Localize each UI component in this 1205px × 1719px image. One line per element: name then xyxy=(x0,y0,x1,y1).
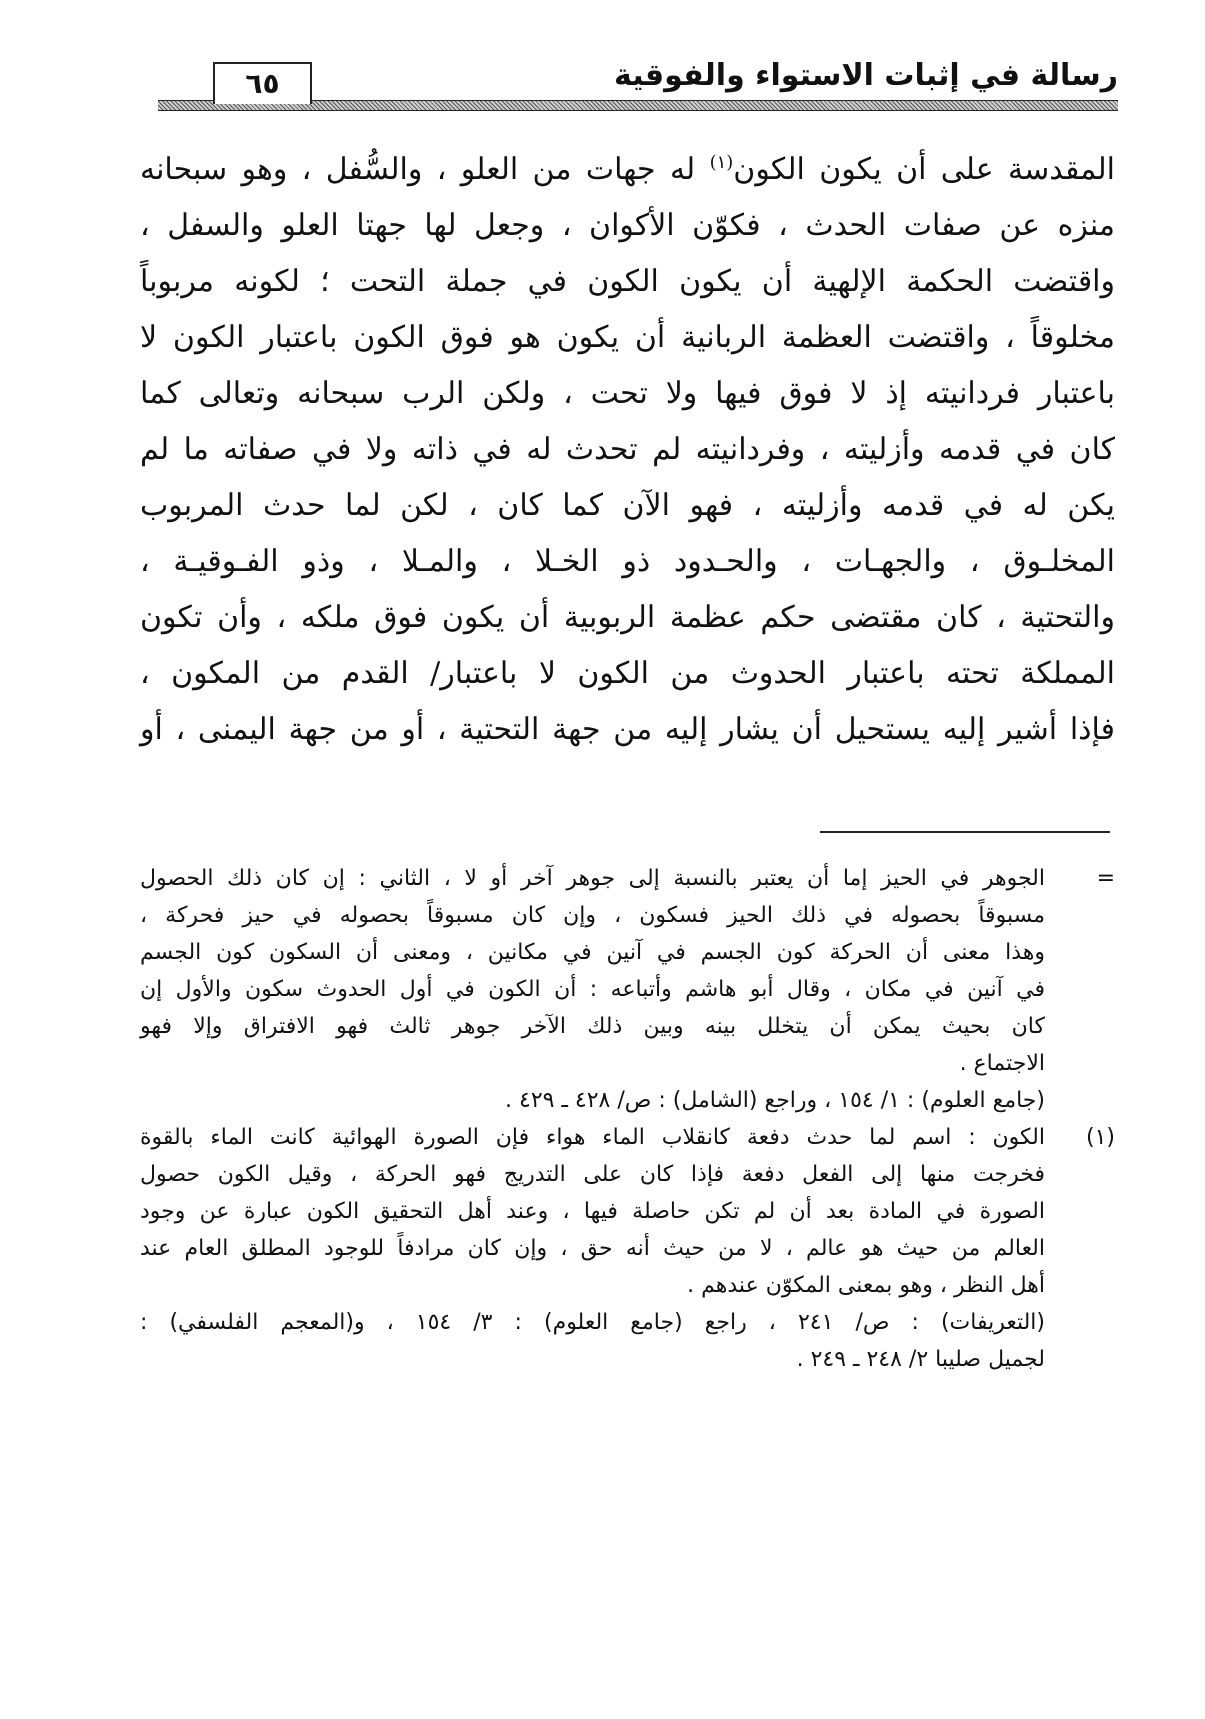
body-line: المملكة تحته باعتبار الحدوث من الكون لا باعتبار/ القدم من المكون ، xyxy=(140,656,1115,691)
footnote-marker: = xyxy=(1096,866,1115,891)
footnote-reference-line: لجميل صليبا ٢/ ٢٤٨ ـ ٢٤٩ . xyxy=(796,1347,1045,1372)
footnote-line: وهذا معنى أن الحركة كون الجسم في آنين في مكانين ، ومعنى أن السكون كون الجسم xyxy=(140,940,1045,965)
footnote-reference-line: (التعريفات) : ص/ ٢٤١ ، راجع (جامع العلوم) : ٣/ ١٥٤ ، و(المعجم الفلسفي) : xyxy=(140,1310,1045,1335)
running-header xyxy=(158,52,1118,112)
body-line xyxy=(140,142,1115,198)
footnote-line: الصورة في المادة بعد أن لم تكن حاصلة فيها ، وعند أهل التحقيق الكون عبارة عن وجود xyxy=(140,1199,1045,1224)
body-line: المخلـوق ، والجهـات ، والحـدود ذو الخـلا ، والمـلا ، وذو الفـوقيـة ، xyxy=(140,544,1115,579)
footnote-reference: (١) xyxy=(709,152,734,173)
body-line: فإذا أشير إليه يستحيل أن يشار إليه من جهة التحتية ، أو من جهة اليمنى ، أو xyxy=(140,712,1115,747)
body-text xyxy=(140,142,1115,758)
footnote-separator xyxy=(820,831,1110,833)
running-title: رسالة في إثبات الاستواء والفوقية xyxy=(614,58,1118,93)
body-line: باعتبار فردانيته إذ لا فوق فيها ولا تحت ، ولكن الرب سبحانه وتعالى كما xyxy=(140,376,1115,411)
footnote-line: الجوهر في الحيز إما أن يعتبر بالنسبة إلى جوهر آخر أو لا ، الثاني : إن كان ذلك الحصول xyxy=(140,866,1045,891)
footnotes xyxy=(140,860,1115,1378)
footnote-reference-line: (جامع العلوم) : ١/ ١٥٤ ، وراجع (الشامل) : ص/ ٤٢٨ ـ ٤٢٩ . xyxy=(505,1088,1045,1113)
body-line: واقتضت الحكمة الإلهية أن يكون الكون في جملة التحت ؛ لكونه مربوباً xyxy=(140,264,1115,299)
footnote-line: أهل النظر ، وهو بمعنى المكوّن عندهم . xyxy=(687,1273,1045,1298)
body-line: يكن له في قدمه وأزليته ، فهو الآن كما كان ، لكن لما حدث المربوب xyxy=(140,488,1115,523)
footnote-line: العالم من حيث هو عالم ، لا من حيث أنه حق ، وإن كان مرادفاً للوجود المطلق العام عند xyxy=(140,1236,1045,1261)
footnote-line: الكون : اسم لما حدث دفعة كانقلاب الماء هواء فإن الصورة الهوائية كانت الماء بالقوة xyxy=(140,1125,1045,1150)
footnote-marker: (١) xyxy=(1085,1125,1115,1150)
footnote-1 xyxy=(140,1119,1115,1378)
body-line-text: المقدسة على أن يكون الكون xyxy=(733,152,1115,187)
footnote-line: في آنين في مكان ، وقال أبو هاشم وأتباعه : أن الكون في أول الحدوث سكون والأول إن xyxy=(140,977,1045,1002)
footnote-line: مسبوقاً بحصوله في ذلك الحيز فسكون ، وإن كان مسبوقاً بحصوله في حيز فحركة ، xyxy=(140,903,1045,928)
body-line: والتحتية ، كان مقتضى حكم عظمة الربوبية أن يكون فوق ملكه ، وأن تكون xyxy=(140,600,1115,635)
footnote-line: فخرجت منها إلى الفعل دفعة فإذا كان على التدريج فهو الحركة ، وقيل الكون حصول xyxy=(140,1162,1045,1187)
body-line: مخلوقاً ، واقتضت العظمة الربانية أن يكون هو فوق الكون باعتبار الكون لا xyxy=(140,320,1115,355)
footnote-continued xyxy=(140,860,1115,1119)
footnote-line: كان بحيث يمكن أن يتخلل بينه وبين ذلك الآخر جوهر ثالث فهو الافتراق وإلا فهو xyxy=(140,1014,1045,1039)
body-line: كان في قدمه وأزليته ، وفردانيته لم تحدث له في ذاته ولا في صفاته ما لم xyxy=(140,432,1115,467)
footnote-line: الاجتماع . xyxy=(959,1051,1045,1076)
body-line-text: له جهات من العلو ، والسُّفل ، وهو سبحانه xyxy=(140,152,710,187)
page-number: ٦٥ xyxy=(213,62,312,104)
body-line: منزه عن صفات الحدث ، فكوّن الأكوان ، وجعل لها جهتا العلو والسفل ، xyxy=(140,208,1116,243)
